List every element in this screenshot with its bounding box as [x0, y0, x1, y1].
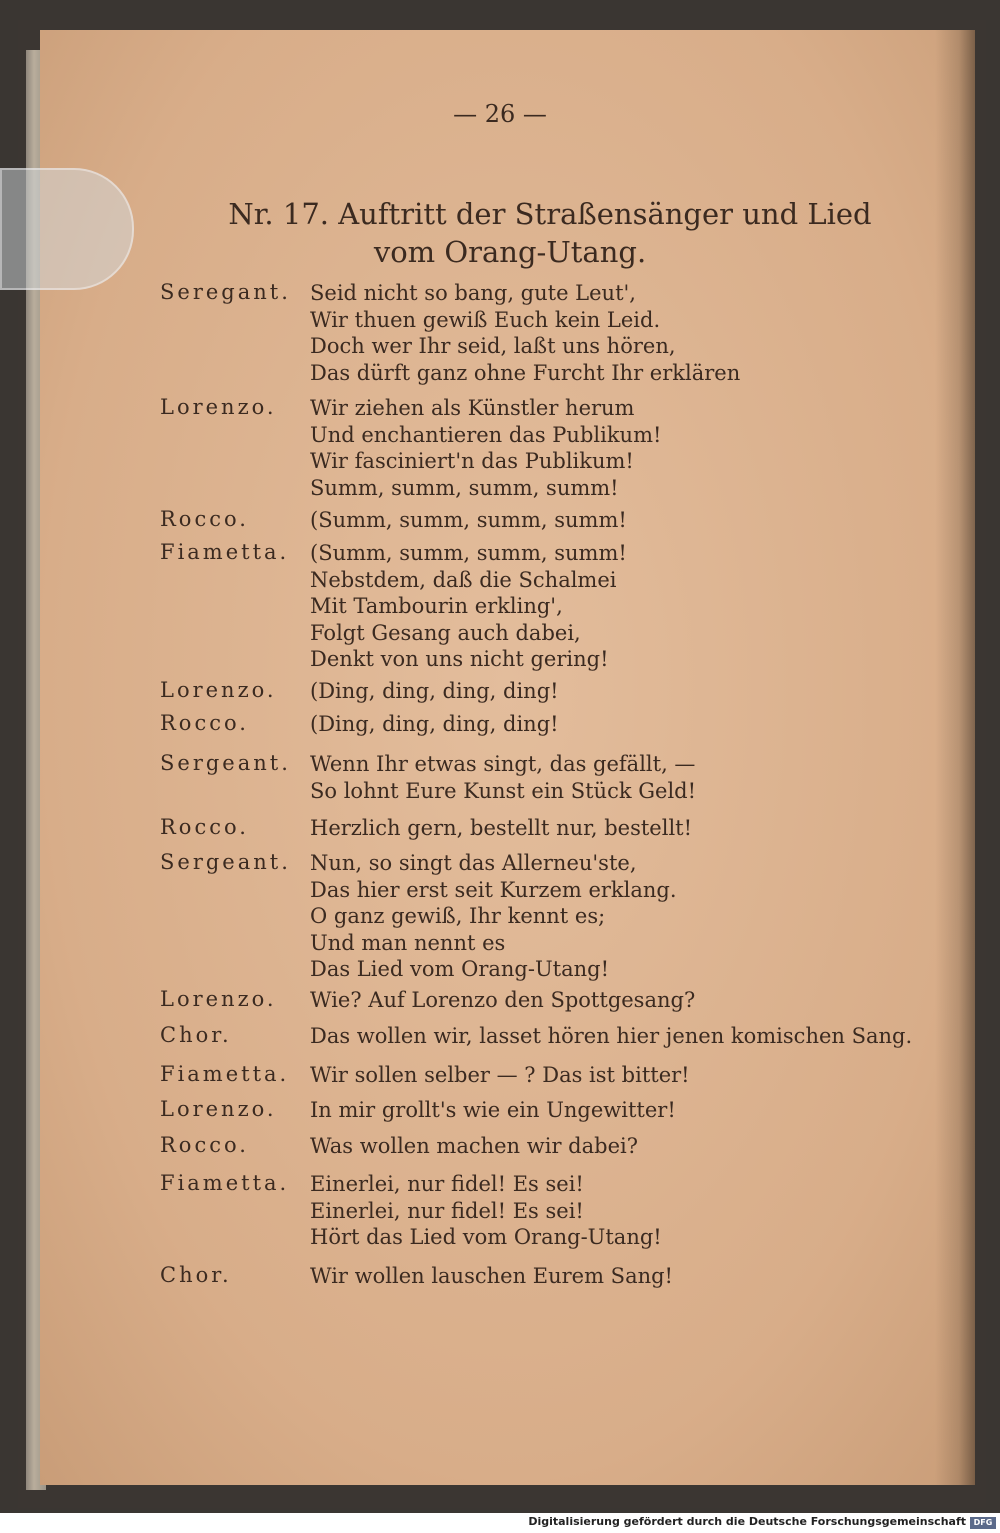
speaker-name: Fiametta.: [160, 1062, 290, 1086]
speaker-name: Rocco.: [160, 815, 249, 839]
verse-line: Einerlei, nur fidel! Es sei!: [310, 1172, 584, 1196]
page-number: — 26 —: [453, 100, 547, 128]
speaker-name: Chor.: [160, 1023, 232, 1047]
verse-line: Das dürft ganz ohne Furcht Ihr erklären: [310, 360, 741, 385]
speaker-name: Rocco.: [160, 507, 249, 531]
footer-bar: [0, 1513, 1000, 1533]
speaker-name: Chor.: [160, 1263, 232, 1287]
verse-line: Herzlich gern, bestellt nur, bestellt!: [310, 816, 693, 840]
verse-line: Das Lied vom Orang-Utang!: [310, 957, 610, 981]
verse-lines: [310, 507, 627, 534]
verse-line: (Summ, summ, summ, summ!: [310, 508, 627, 532]
speaker-name: Rocco.: [160, 711, 249, 735]
page-gutter-shadow: [935, 30, 975, 1485]
verse-line: Seid nicht so bang, gute Leut',: [310, 281, 636, 305]
verse-lines: [310, 1133, 638, 1160]
verse-lines: [310, 850, 677, 983]
speaker-name: Seregant.: [160, 280, 291, 304]
verse-line: Wir ziehen als Künstler herum: [310, 396, 635, 420]
verse-line: Nebstdem, daß die Schalmei: [310, 567, 617, 592]
verse-line: In mir grollt's wie ein Ungewitter!: [310, 1098, 676, 1122]
verse-line: Wir thuen gewiß Euch kein Leid.: [310, 307, 661, 332]
verse-lines: [310, 1023, 912, 1050]
speaker-name: Fiametta.: [160, 1171, 290, 1195]
verse-lines: [310, 1171, 662, 1251]
verse-line: Und enchantieren das Publikum!: [310, 422, 662, 447]
verse-lines: [310, 711, 559, 738]
verse-line: (Ding, ding, ding, ding!: [310, 679, 559, 703]
verse-lines: [310, 280, 740, 386]
speaker-name: Rocco.: [160, 1133, 249, 1157]
verse-line: So lohnt Eure Kunst ein Stück Geld!: [310, 778, 697, 803]
verse-line: Nun, so singt das Allerneu'ste,: [310, 851, 637, 875]
verse-line: Wir sollen selber — ? Das ist bitter!: [310, 1063, 690, 1087]
verse-line: Das hier erst seit Kurzem erklang.: [310, 877, 677, 902]
verse-lines: [310, 540, 627, 673]
speaker-name: Fiametta.: [160, 540, 290, 564]
speaker-name: Lorenzo.: [160, 678, 277, 702]
speaker-name: Lorenzo.: [160, 987, 277, 1011]
verse-lines: [310, 1062, 690, 1089]
speaker-name: Lorenzo.: [160, 395, 277, 419]
speaker-name: Sergeant.: [160, 850, 291, 874]
dfg-logo: DFG: [970, 1517, 996, 1529]
verse-line: Und man nennt es: [310, 930, 506, 955]
verse-line: Wir fasciniert'n das Publikum!: [310, 449, 634, 473]
verse-line: Denkt von uns nicht gering!: [310, 647, 609, 671]
verse-line: Hört das Lied vom Orang-Utang!: [310, 1225, 662, 1249]
verse-lines: [310, 987, 695, 1014]
verse-line: Das wollen wir, lasset hören hier jenen komischen Sang.: [310, 1024, 913, 1048]
verse-line: Mit Tambourin erkling',: [310, 594, 563, 618]
verse-lines: [310, 751, 696, 804]
speaker-name: Lorenzo.: [160, 1097, 277, 1121]
verse-lines: [310, 395, 661, 501]
footer-credit: Digitalisierung gefördert durch die Deutsche Forschungsgemeinschaft: [528, 1515, 966, 1528]
verse-line: (Ding, ding, ding, ding!: [310, 712, 559, 736]
verse-line: O ganz gewiß, Ihr kennt es;: [310, 904, 606, 928]
section-title-line-2: vom Orang-Utang.: [373, 235, 647, 269]
speaker-name: Sergeant.: [160, 751, 291, 775]
section-title: [200, 195, 900, 271]
verse-line: Wenn Ihr etwas singt, das gefällt, —: [310, 752, 696, 776]
verse-line: (Summ, summ, summ, summ!: [310, 541, 627, 565]
verse-line: Wir wollen lauschen Eurem Sang!: [310, 1264, 673, 1288]
section-title-line-1: Nr. 17. Auftritt der Straßensänger und Lied: [228, 197, 872, 231]
verse-line: Einerlei, nur fidel! Es sei!: [310, 1198, 584, 1223]
verse-line: Folgt Gesang auch dabei,: [310, 620, 581, 645]
verse-lines: [310, 1097, 676, 1124]
verse-line: Doch wer Ihr seid, laßt uns hören,: [310, 334, 676, 358]
verse-line: Was wollen machen wir dabei?: [310, 1134, 638, 1158]
verse-lines: [310, 678, 559, 705]
page-clip-tab: [0, 168, 134, 290]
verse-line: Wie? Auf Lorenzo den Spottgesang?: [310, 988, 696, 1012]
verse-line: Summ, summ, summ, summ!: [310, 475, 619, 500]
verse-lines: [310, 1263, 673, 1290]
verse-lines: [310, 815, 692, 842]
